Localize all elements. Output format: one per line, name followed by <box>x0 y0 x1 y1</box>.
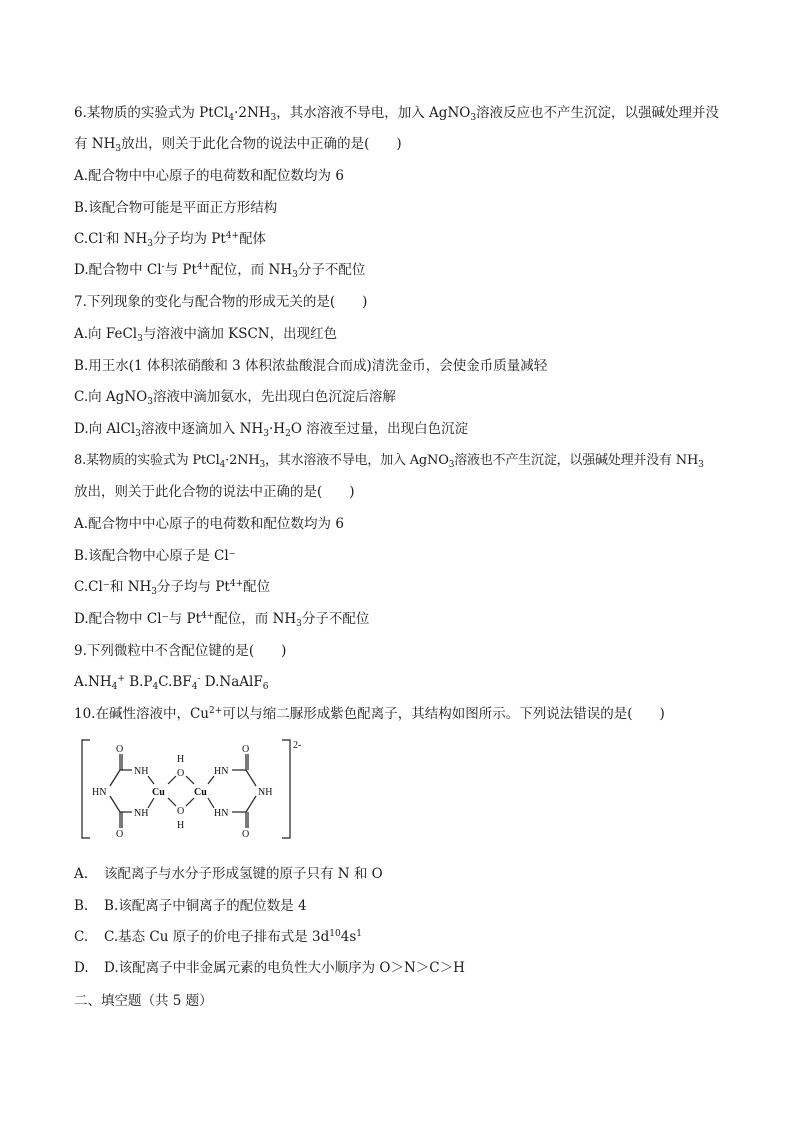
bracket-left <box>82 740 90 838</box>
q10-stem: 10.在碱性溶液中，$Cu^{2+}$可以与缩二脲形成紫色配离子，其结构如图所示。下列说法错误的是( ) <box>74 706 665 722</box>
q10-option-a: A. 该配离子与水分子形成氢键的原子只有 N 和 O <box>74 866 383 882</box>
q10-option-d: D. D.该配离子中非金属元素的电负性大小顺序为 O＞N＞C＞H <box>74 960 465 976</box>
atom-o-right-bottom: O <box>242 829 250 840</box>
atom-o-left-top: O <box>116 744 124 755</box>
q8-stem-line1: 8.某物质的实验式为 $PtCl_4\cdot 2NH_3$，其水溶液不导电，加入 AgNO$_3$溶液也不产生沉淀，以强碱处理并没有 $NH_3$ <box>74 453 704 470</box>
atom-h-top: H <box>177 754 185 765</box>
atom-o-bottom: O <box>177 806 185 817</box>
q8-option-d: D.配合物中 Cl⁻与 $Pt^{4+}$配位，而 $NH_3$分子不配位 <box>74 611 370 629</box>
q7-option-b: B.用王水(1 体积浓硝酸和 3 体积浓盐酸混合而成)清洗金币，会使金币质量减轻 <box>74 358 548 374</box>
atom-nh-right: NH <box>258 787 273 798</box>
bracket-right <box>282 740 290 838</box>
atom-nh-left-top: NH <box>134 766 149 777</box>
q6-option-d: D.配合物中 Cl-与 $Pt^{4+}$配位，而 $NH_3$分子不配位 <box>74 262 366 280</box>
ion-charge: 2- <box>293 740 302 751</box>
q7-option-c: C.向 AgNO$_3$溶液中滴加氨水，先出现白色沉淀后溶解 <box>74 389 396 407</box>
q8-option-b: B.该配合物中心原子是 Cl⁻ <box>74 548 236 564</box>
q9-options: $A.NH_4^+$ $B.P_4C.BF_4^-$ D.NaAlF$_6$ <box>74 674 269 692</box>
q9-stem: 9.下列微粒中不含配位键的是( ) <box>74 643 287 659</box>
atom-cu-left: Cu <box>152 787 165 798</box>
biuret-copper-complex-figure <box>76 732 316 844</box>
atom-o-top: O <box>177 768 185 779</box>
atom-cu-right: Cu <box>194 787 207 798</box>
q8-option-c: C.Cl⁻和 $NH_3$分子均与 $Pt^{4+}$配位 <box>74 579 271 597</box>
q6-stem-line1: 6.某物质的实验式为 $PtCl_4\cdot 2NH_3$，其水溶液不导电，加入 AgNO$_3$溶液反应也不产生沉淀，以强碱处理并没 <box>74 105 720 123</box>
q7-option-d: D.向 AlCl$_3$溶液中逐滴加入 $NH_3\cdot H_2O$ 溶液至过量，出现白色沉淀 <box>74 421 469 439</box>
q10-option-b: B. B.该配离子中铜离子的配位数是 4 <box>74 898 307 914</box>
atom-o-left-bottom: O <box>116 829 124 840</box>
q7-option-a: A.向 FeCl$_3$与溶液中滴加 KSCN，出现红色 <box>74 326 338 344</box>
q8-option-a: A.配合物中中心原子的电荷数和配位数均为 6 <box>74 516 344 532</box>
q6-option-c: C.Cl-和 $NH_3$分子均为 $Pt^{4+}$配体 <box>74 231 267 249</box>
atom-h-bottom: H <box>177 820 185 831</box>
atom-hn-right-bottom: HN <box>214 808 229 819</box>
atom-hn-right-top: HN <box>214 766 229 777</box>
q7-stem: 7.下列现象的变化与配合物的形成无关的是( ) <box>74 294 368 310</box>
q6-option-b: B.该配合物可能是平面正方形结构 <box>74 200 278 216</box>
atom-nh-left-bottom: NH <box>134 808 149 819</box>
section-heading: 二、填空题（共 5 题） <box>74 993 213 1009</box>
q6-stem-line2: 有 $NH_3$放出，则关于此化合物的说法中正确的是( ) <box>74 136 402 154</box>
q8-stem-line2: 放出，则关于此化合物的说法中正确的是( ) <box>74 484 355 500</box>
q6-option-a: A.配合物中中心原子的电荷数和配位数均为 6 <box>74 168 344 184</box>
atom-o-right-top: O <box>242 744 250 755</box>
q10-option-c: C. C.基态 Cu 原子的价电子排布式是 $3d^{10}4s^1$ <box>74 929 362 945</box>
atom-hn-left: HN <box>92 787 107 798</box>
